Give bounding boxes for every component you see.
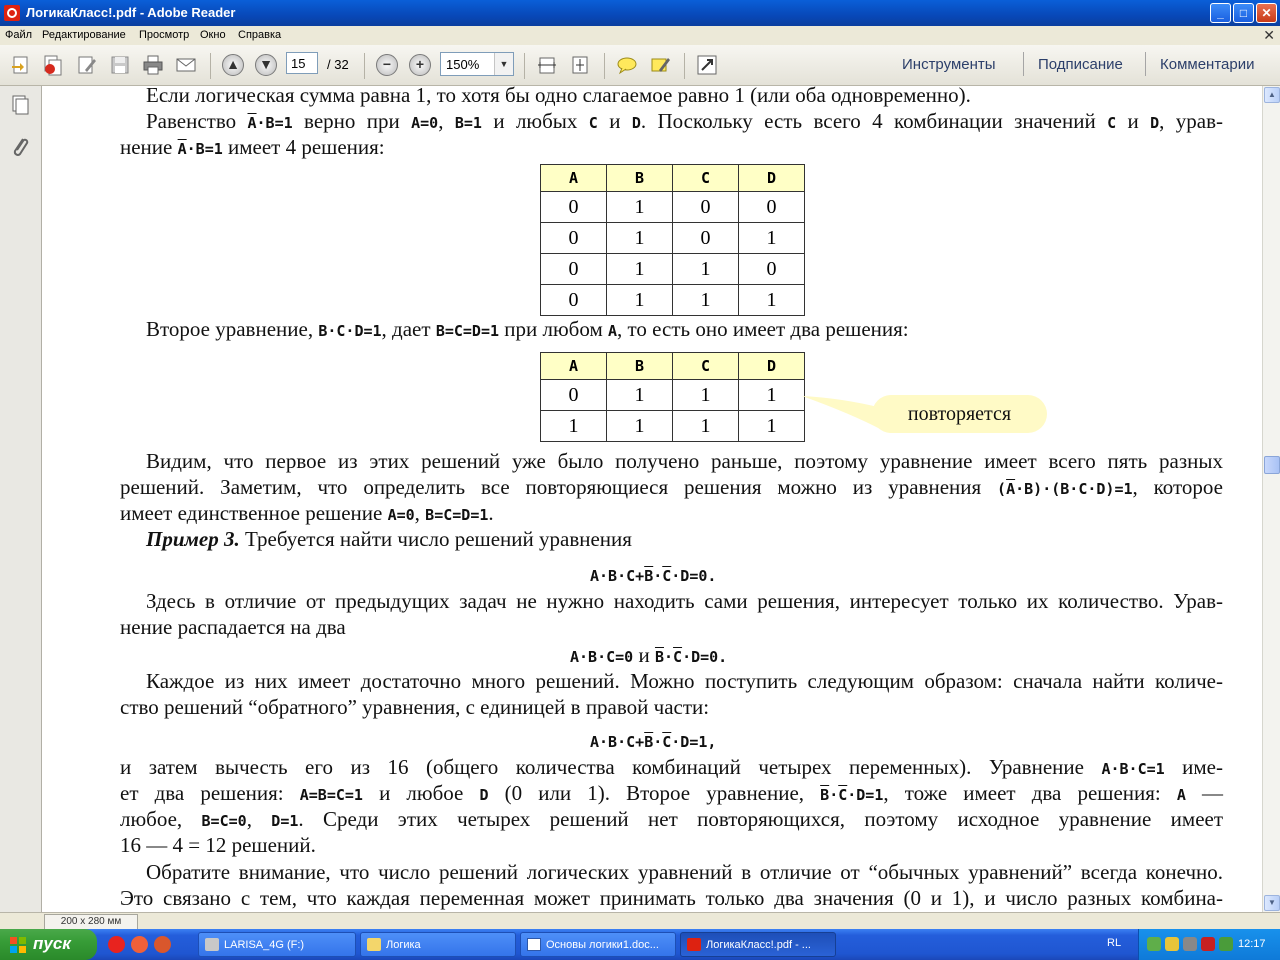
equation: $A\cdot B\cdot C+\overline{B}\cdot\overline{C}\cdot D=1$, <box>590 733 717 751</box>
table-cell: 0 <box>541 254 607 285</box>
table-cell: 1 <box>607 380 673 411</box>
table-cell: 0 <box>673 192 739 223</box>
start-button[interactable] <box>0 929 97 960</box>
table-cell: 0 <box>541 285 607 316</box>
menu-file[interactable]: Файл <box>5 29 33 41</box>
paragraph-text: решений. Заметим, что определить все повторяющиеся решения можно из уравнения $(\overline{A}\cdot B)\cdot(B\cdot C\cdot D)=1$, которое <box>120 475 1223 499</box>
table-cell: 1 <box>739 411 805 442</box>
title-bar <box>0 0 1280 26</box>
window-title: ЛогикаКласс!.pdf - Adobe Reader <box>26 5 236 20</box>
table-cell: 1 <box>607 254 673 285</box>
paragraph-text: ет два решения: A=B=C=1 и любое D (0 или 1). Второе уравнение, $\overline{B}\cdot\overline{C}\cdot D=1$, тоже имеет два решения: A — <box>120 781 1223 805</box>
comment-pane-button[interactable]: Комментарии <box>1160 56 1255 73</box>
paragraph-text: 16 — 4 = 12 решений. <box>120 833 316 857</box>
paragraph-text: Видим, что первое из этих решений уже было получено раньше, поэтому уравнение имеет всего пять разных <box>146 449 1223 473</box>
toolbar-separator <box>1145 52 1146 76</box>
table-cell: 0 <box>541 192 607 223</box>
fit-page-icon[interactable] <box>569 54 591 76</box>
table-cell: 0 <box>673 223 739 254</box>
paragraph-text: Здесь в отличие от предыдущих задач не нужно находить сами решения, интересует только их количество. Урав- <box>146 589 1223 613</box>
table-row <box>541 192 805 223</box>
menu-edit[interactable]: Редактирование <box>42 29 126 41</box>
paragraph-text: имеет единственное решение A=0, B=C=D=1. <box>120 501 494 525</box>
attachments-icon[interactable] <box>8 134 32 160</box>
table-cell: 1 <box>673 380 739 411</box>
windows-logo-icon <box>9 936 27 954</box>
chevron-down-icon[interactable]: ▼ <box>494 53 513 75</box>
task-pdf[interactable]: ЛогикаКласс!.pdf - ... <box>680 932 836 957</box>
table-cell: 1 <box>673 411 739 442</box>
security-icon[interactable] <box>1165 937 1179 951</box>
table-cell: 1 <box>739 285 805 316</box>
table-cell: 1 <box>607 223 673 254</box>
email-icon[interactable] <box>175 54 197 76</box>
toolbar-separator <box>684 53 685 79</box>
start-label: пуск <box>33 934 71 953</box>
update-icon[interactable] <box>1219 937 1233 951</box>
menu-help[interactable]: Справка <box>238 29 282 41</box>
edit-pdf-icon[interactable] <box>76 54 98 76</box>
table-cell: 0 <box>541 223 607 254</box>
zoom-value: 150% <box>446 57 480 72</box>
minimize-button[interactable]: _ <box>1210 3 1231 23</box>
vertical-scrollbar[interactable] <box>1262 86 1280 912</box>
table-cell: 0 <box>541 380 607 411</box>
table-header: B <box>607 165 673 192</box>
table-row <box>541 285 805 316</box>
scroll-up-icon[interactable]: ▲ <box>1264 87 1280 103</box>
menu-window[interactable]: Окно <box>200 29 226 41</box>
paragraph-text: Пример 3. Требуется найти число решений уравнения <box>146 527 632 551</box>
toolbar-separator <box>210 53 211 79</box>
document-page <box>42 86 1262 912</box>
truth-table-1 <box>540 164 805 316</box>
scroll-thumb[interactable] <box>1264 456 1280 474</box>
folder-icon <box>367 938 381 951</box>
table-cell: 1 <box>607 192 673 223</box>
create-pdf-icon[interactable] <box>10 54 32 76</box>
menu-view[interactable]: Просмотр <box>139 29 190 41</box>
equation: $A\cdot B\cdot C+\overline{B}\cdot\overline{C}\cdot D=0$. <box>590 567 717 585</box>
table-row <box>541 254 805 285</box>
toolbar-separator <box>604 53 605 79</box>
paragraph-text: ство решений “обратного” уравнения, с единицей в правой части: <box>120 695 710 719</box>
toolbar-separator <box>524 53 525 79</box>
table-header: D <box>739 165 805 192</box>
table-cell: 1 <box>607 285 673 316</box>
menu-bar <box>0 26 1280 45</box>
comment-icon[interactable] <box>616 54 638 76</box>
previous-page-icon[interactable]: ▲ <box>222 54 244 76</box>
table-header: C <box>673 353 739 380</box>
paragraph-text: Если логическая сумма равна 1, то хотя бы одно слагаемое равно 1 (или оба одновременно). <box>146 86 971 107</box>
table-cell: 0 <box>739 192 805 223</box>
toolbar-separator <box>1023 52 1024 76</box>
save-icon[interactable] <box>109 54 131 76</box>
network-icon[interactable] <box>1147 937 1161 951</box>
toolbar-separator <box>364 53 365 79</box>
zoom-in-icon[interactable]: + <box>409 54 431 76</box>
maximize-button[interactable]: □ <box>1233 3 1254 23</box>
table-cell: 1 <box>673 285 739 316</box>
table-cell: 1 <box>673 254 739 285</box>
zoom-select[interactable] <box>440 52 514 76</box>
sign-button[interactable]: Подписание <box>1038 56 1123 73</box>
document-close-icon[interactable]: ✕ <box>1263 27 1275 43</box>
table-row <box>541 411 805 442</box>
print-icon[interactable] <box>142 54 164 76</box>
task-folder[interactable]: Логика <box>360 932 516 957</box>
full-screen-icon[interactable] <box>696 54 718 76</box>
table-cell: 1 <box>541 411 607 442</box>
tools-button[interactable]: Инструменты <box>902 56 996 73</box>
antivirus-icon[interactable] <box>1201 937 1215 951</box>
table-cell: 0 <box>739 254 805 285</box>
adobe-reader-icon <box>4 5 20 21</box>
paragraph-text: Второе уравнение, B·C·D=1, дает B=C=D=1 при любом A, то есть оно имеет два решения: <box>146 317 909 341</box>
close-button[interactable]: ✕ <box>1256 3 1277 23</box>
page-total: / 32 <box>327 57 349 72</box>
zoom-out-icon[interactable]: − <box>376 54 398 76</box>
navigation-pane <box>0 86 42 912</box>
paragraph-text: Равенство $\overline{A}\cdot B=1$ верно при A=0, B=1 и любых C и D. Поскольку есть всего 4 комбинации значений C и D, урав- <box>146 109 1224 133</box>
table-cell: 1 <box>739 223 805 254</box>
task-word[interactable]: Основы логики1.doc... <box>520 932 676 957</box>
paragraph-text: нение распадается на два <box>120 615 346 639</box>
table-header: B <box>607 353 673 380</box>
page-number-input[interactable] <box>286 52 318 74</box>
pdf-icon <box>687 938 701 951</box>
highlight-icon[interactable] <box>649 54 671 76</box>
paragraph-text: и затем вычесть его из 16 (общего количества комбинаций четырех переменных). Уравнение A·B·C=1 име- <box>120 755 1223 779</box>
callout-note: повторяется <box>872 395 1047 433</box>
table-header: A <box>541 353 607 380</box>
drive-icon <box>205 938 219 951</box>
browser-icon[interactable] <box>131 936 148 953</box>
combine-files-icon[interactable] <box>42 54 64 76</box>
next-page-icon[interactable]: ▼ <box>255 54 277 76</box>
paragraph-text: Каждое из них имеет достаточно много решений. Можно поступить следующим образом: сначала найти количе- <box>146 669 1223 693</box>
opera-icon[interactable] <box>108 936 125 953</box>
truth-table-2 <box>540 352 805 442</box>
fit-width-icon[interactable] <box>536 54 558 76</box>
table-row <box>541 380 805 411</box>
paragraph-text: Это связано с тем, что каждая переменная может принимать только два значения (0 и 1), и число разных комбина- <box>120 886 1223 910</box>
clock: 12:17 <box>1238 938 1266 950</box>
table-cell: 1 <box>739 380 805 411</box>
table-header: A <box>541 165 607 192</box>
taskbar <box>0 929 1280 960</box>
volume-icon[interactable] <box>1183 937 1197 951</box>
page-thumbnails-icon[interactable] <box>8 93 32 117</box>
equation: A·B·C=0 и $\overline{B}\cdot\overline{C}\cdot D=0$. <box>570 643 728 667</box>
status-bar <box>0 912 1280 930</box>
table-row <box>541 223 805 254</box>
table-header: D <box>739 353 805 380</box>
table-cell: 1 <box>607 411 673 442</box>
scroll-down-icon[interactable]: ▼ <box>1264 895 1280 911</box>
paragraph-text: нение $\overline{A}\cdot B=1$ имеет 4 решения: <box>120 135 385 159</box>
paragraph-text: Обратите внимание, что число решений логических уравнений в отличие от “обычных уравнений” всегда конечно. <box>146 860 1223 884</box>
word-document-icon <box>527 938 541 951</box>
language-indicator[interactable]: RL <box>1107 937 1122 949</box>
page-size-indicator: 200 x 280 мм <box>44 914 138 930</box>
paragraph-text: любое, B=C=0, D=1. Среди этих четырех решений нет повторяющихся, поэтому исходное уравнение имеет <box>120 807 1224 831</box>
media-icon[interactable] <box>154 936 171 953</box>
task-drive[interactable]: LARISA_4G (F:) <box>198 932 356 957</box>
table-header: C <box>673 165 739 192</box>
